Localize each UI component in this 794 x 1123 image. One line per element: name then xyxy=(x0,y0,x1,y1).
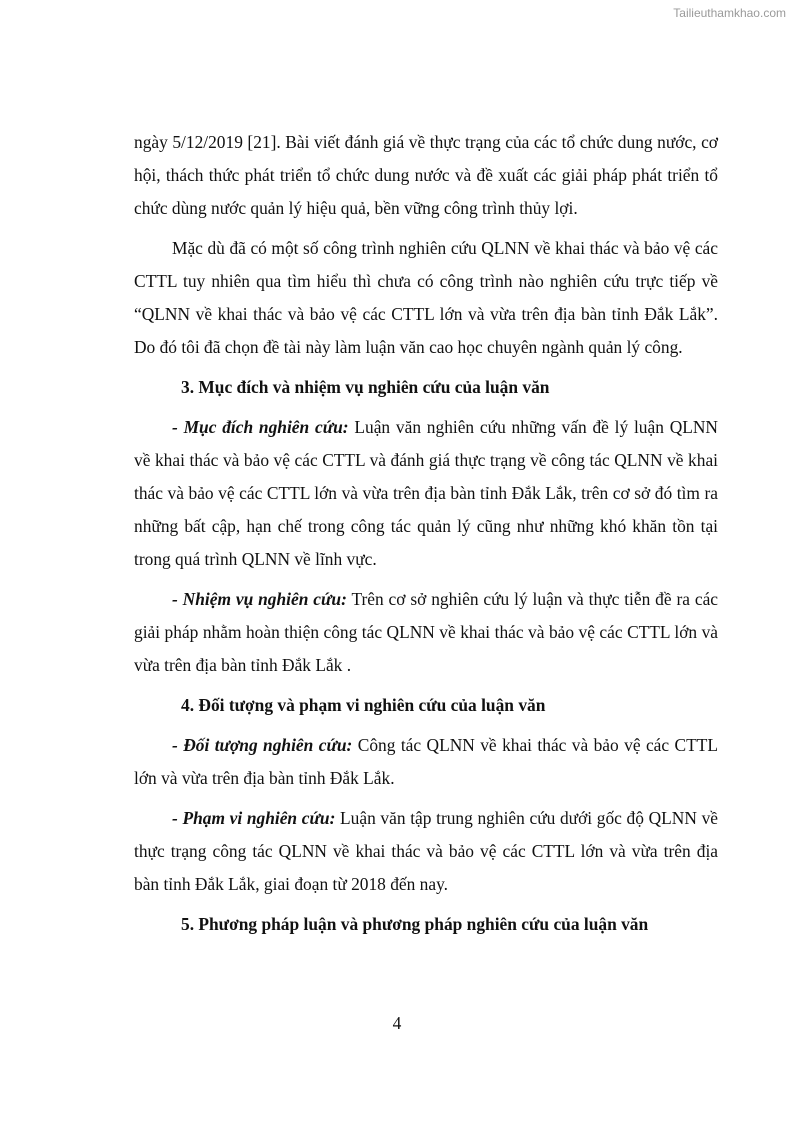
tasks-lead: - Nhiệm vụ nghiên cứu: xyxy=(172,589,347,609)
section-heading-5: 5. Phương pháp luận và phương pháp nghiên cứu của luận văn xyxy=(181,914,649,934)
paragraph-research-tasks xyxy=(134,583,718,682)
object-text: Công tác QLNN về khai thác và bảo vệ các CTTL lớn và vừa trên địa bàn tỉnh Đắk Lắk. xyxy=(134,735,718,788)
section-heading-3: 3. Mục đích và nhiệm vụ nghiên cứu của luận văn xyxy=(181,377,550,397)
page-number: 4 xyxy=(392,1013,402,1033)
tasks-text: Trên cơ sở nghiên cứu lý luận và thực tiễn đề ra các giải pháp nhằm hoàn thiện công tác QLNN về khai thác và bảo vệ các CTTL lớn và vừa trên địa bàn tỉnh Đắk Lắk . xyxy=(134,589,719,675)
purpose-text: Luận văn nghiên cứu những vấn đề lý luận QLNN về khai thác và bảo vệ các CTTL và đánh giá thực trạng về công tác QLNN về khai thác và bảo vệ các CTTL lớn và vừa trên địa bàn tỉnh Đắk Lắk, trên cơ sở đó tìm ra những bất cập, hạn chế trong công tác quản lý cũng như những khó khăn tồn tại trong quá trình QLNN về lĩnh vực. xyxy=(134,417,718,569)
paragraph-research-scope xyxy=(134,802,718,901)
paragraph-research-purpose xyxy=(134,411,718,576)
object-lead: - Đối tượng nghiên cứu: xyxy=(172,735,353,755)
paragraph-research-gap: Mặc dù đã có một số công trình nghiên cứu QLNN về khai thác và bảo vệ các CTTL tuy nhiên qua tìm hiểu thì chưa có công trình nào nghiên cứu trực tiếp về “QLNN về khai thác và bảo vệ các CTTL lớn và vừa trên địa bàn tỉnh Đắk Lắk”. Do đó tôi đã chọn đề tài này làm luận văn cao học chuyên ngành quản lý công. xyxy=(134,238,718,357)
paragraph-continuation: ngày 5/12/2019 [21]. Bài viết đánh giá về thực trạng của các tổ chức dung nước, cơ hội, thách thức phát triển tổ chức dung nước và đề xuất các giải pháp phát triển tổ chức dùng nước quản lý hiệu quả, bền vững công trình thủy lợi. xyxy=(134,132,718,218)
watermark: Tailieuthamkhao.com xyxy=(673,6,786,20)
document-body xyxy=(134,126,718,948)
paragraph-research-object xyxy=(134,729,718,795)
scope-text: Luận văn tập trung nghiên cứu dưới gốc độ QLNN về thực trạng công tác QLNN về khai thác và bảo vệ các CTTL lớn và vừa trên địa bàn tỉnh Đắk Lắk, giai đoạn từ 2018 đến nay. xyxy=(134,808,718,894)
scope-lead: - Phạm vi nghiên cứu: xyxy=(172,808,336,828)
purpose-lead: - Mục đích nghiên cứu: xyxy=(172,417,349,437)
section-heading-4: 4. Đối tượng và phạm vi nghiên cứu của luận văn xyxy=(181,695,546,715)
